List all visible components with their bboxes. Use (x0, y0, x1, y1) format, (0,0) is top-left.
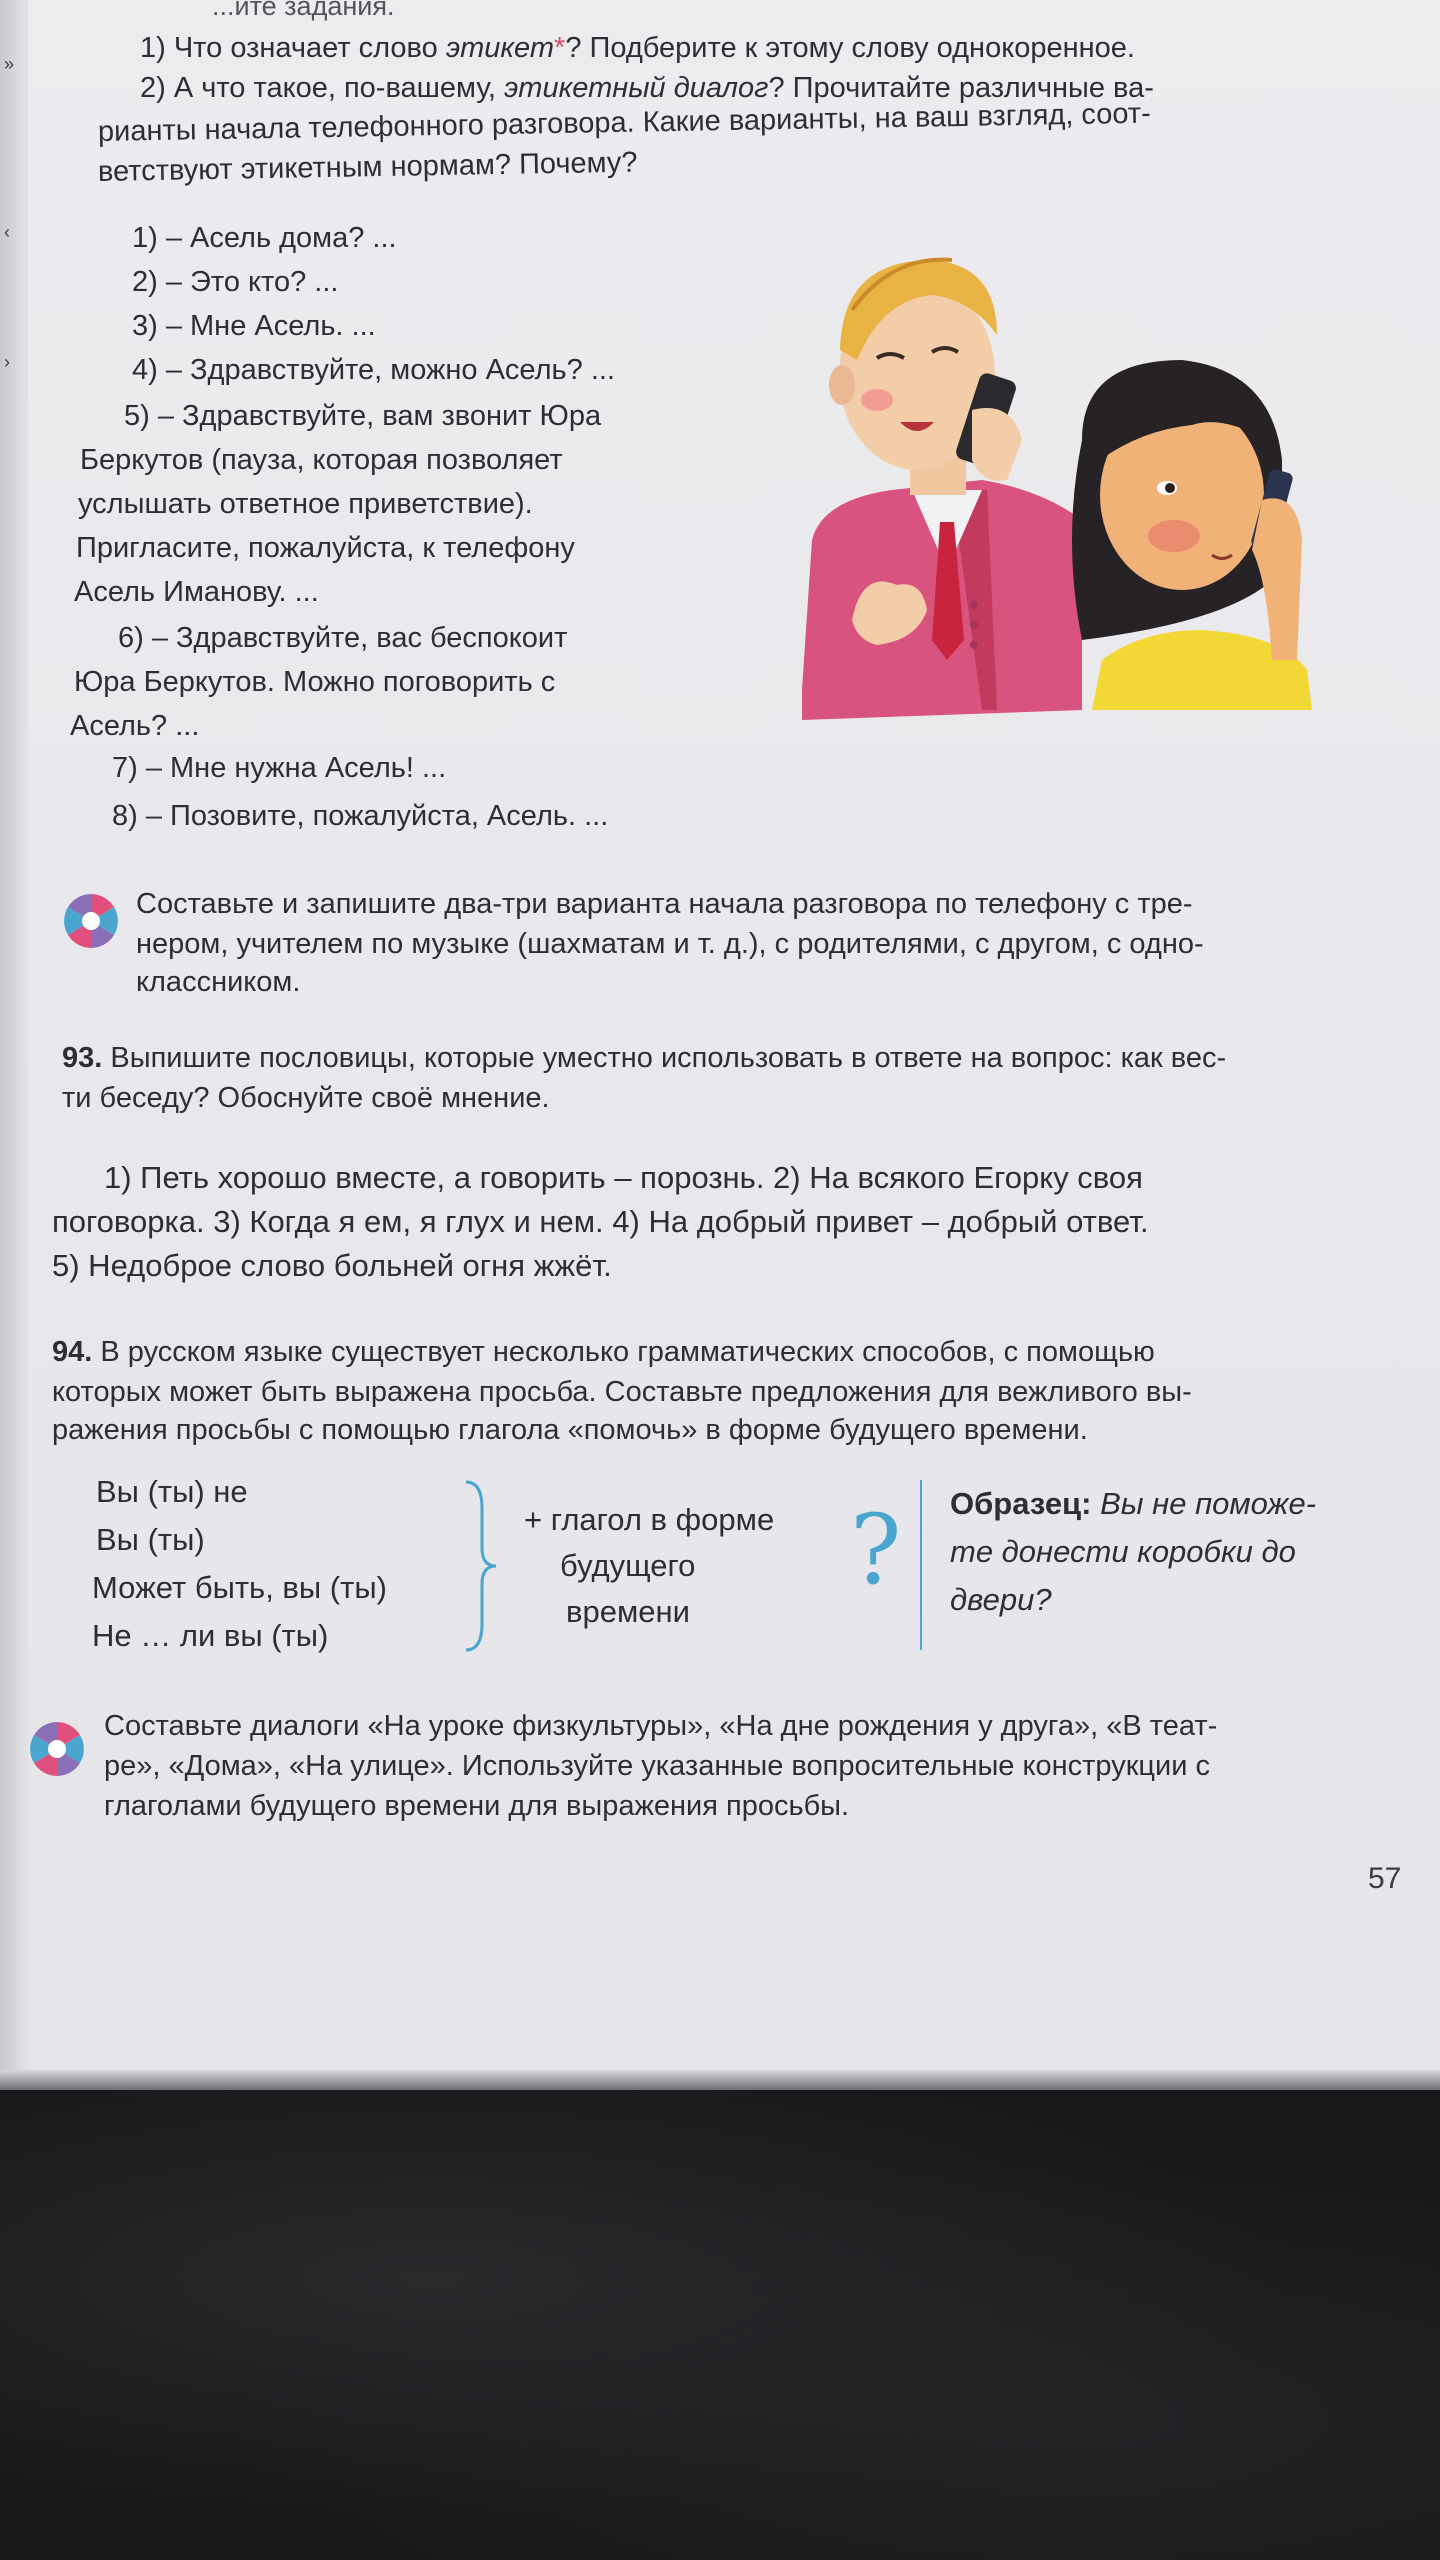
divider-line (920, 1480, 922, 1650)
creative-task-icon (28, 1720, 86, 1778)
curly-brace (460, 1478, 500, 1654)
creative-task-1-line-1: Составьте и запишите два-три варианта начала разговора по телефону с тре- (136, 888, 1193, 920)
question-2-line-2: рианты начала телефонного разговора. Какие варианты, на ваш взгляд, соот- (97, 97, 1152, 148)
variant-7: 7) – Мне нужна Асель! ... (112, 752, 447, 784)
exercise-93-line-1: 93. Выпишите пословицы, которые уместно использовать в ответе на вопрос: как вес- (62, 1042, 1227, 1074)
phone-call-illustration (782, 240, 1342, 760)
variant-6-line-3: Асель? ... (70, 710, 200, 742)
page-number: 57 (1368, 1862, 1402, 1895)
variant-3: 3) – Мне Асель. ... (132, 310, 376, 342)
question-2: 2) А что такое, по-вашему, этикетный диалог? Прочитайте различные ва- (140, 72, 1154, 104)
creative-task-1-line-3: классником. (136, 966, 301, 998)
sample-line-1: Образец: Вы не поможе- (950, 1486, 1317, 1521)
exercise-94-line-3: ражения просьбы с помощью глагола «помочь» в форме будущего времени. (52, 1414, 1088, 1446)
variant-5: 5) – Здравствуйте, вам звонит Юра (124, 400, 602, 432)
question-mark-icon: ? (850, 1494, 902, 1606)
creative-task-2-line-1: Составьте диалоги «На уроке физкультуры», «На дне рождения у друга», «В теат- (104, 1710, 1218, 1742)
variant-8: 8) – Позовите, пожалуйста, Асель. ... (112, 800, 609, 832)
sample-line-3: двери? (950, 1582, 1052, 1617)
variant-1: 1) – Асель дома? ... (132, 222, 397, 254)
top-fragment: ...ите задания. (212, 0, 395, 21)
construction-1: Вы (ты) не (96, 1474, 248, 1509)
proverbs-line-3: 5) Недоброе слово больней огня жжёт. (52, 1248, 612, 1283)
variant-6: 6) – Здравствуйте, вас беспокоит (118, 622, 568, 654)
proverbs-line-2: поговорка. 3) Когда я ем, я глух и нем. 4) На добрый привет – добрый ответ. (52, 1204, 1149, 1239)
variant-5-line-3: услышать ответное приветствие). (78, 488, 533, 520)
verb-form-line-1: + глагол в форме (524, 1502, 775, 1537)
dark-fabric-background (0, 2090, 1440, 2560)
verb-form-line-2: будущего (560, 1548, 696, 1583)
question-1: 1) Что означает слово этикет*? Подберите к этому слову однокоренное. (140, 32, 1135, 64)
variant-6-line-2: Юра Беркутов. Можно поговорить с (74, 666, 556, 698)
variant-2: 2) – Это кто? ... (132, 266, 339, 298)
variant-5-line-2: Беркутов (пауза, которая позволяет (80, 444, 563, 476)
creative-task-icon (62, 892, 120, 950)
construction-4: Не … ли вы (ты) (92, 1618, 329, 1653)
variant-5-line-5: Асель Иманову. ... (74, 576, 319, 608)
construction-3: Может быть, вы (ты) (92, 1570, 387, 1605)
sample-line-2: те донести коробки до (950, 1534, 1296, 1569)
previous-page-edge: » ‹ › (0, 0, 28, 2090)
variant-5-line-4: Пригласите, пожалуйста, к телефону (76, 532, 575, 564)
exercise-94-line-1: 94. В русском языке существует несколько грамматических способов, с помощью (52, 1336, 1155, 1368)
proverbs-line-1: 1) Петь хорошо вместе, а говорить – порознь. 2) На всякого Егорку своя (104, 1160, 1143, 1195)
exercise-94-line-2: которых может быть выражена просьба. Составьте предложения для вежливого вы- (52, 1376, 1192, 1408)
verb-form-line-3: времени (566, 1594, 690, 1629)
exercise-93-line-2: ти беседу? Обоснуйте своё мнение. (62, 1082, 550, 1114)
creative-task-2-line-3: глаголами будущего времени для выражения просьбы. (104, 1790, 850, 1822)
variant-4: 4) – Здравствуйте, можно Асель? ... (132, 354, 615, 386)
creative-task-2-line-2: ре», «Дома», «На улице». Используйте указанные вопросительные конструкции с (104, 1750, 1210, 1782)
construction-2: Вы (ты) (96, 1522, 205, 1557)
creative-task-1-line-2: нером, учителем по музыке (шахматам и т. д.), с родителями, с другом, с одно- (136, 928, 1204, 960)
question-2-line-3: ветствуют этикетным нормам? Почему? (97, 146, 638, 188)
